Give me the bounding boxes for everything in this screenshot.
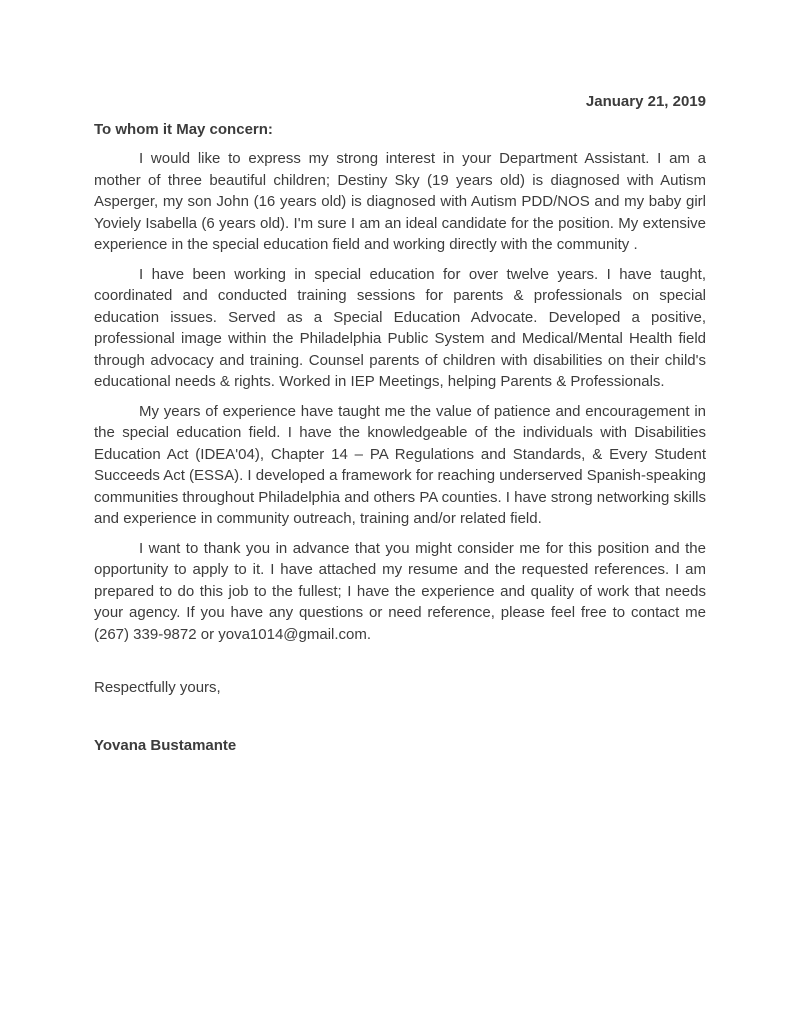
letter-date: January 21, 2019	[585, 93, 706, 110]
paragraph-knowledge: My years of experience have taught me the value of patience and encouragement in the special education field. I have the knowledgeable of the individuals with Disabilities Education Act (IDEA'04), Chapter 14 – PA Regulations and Standards, & Every Student Succeeds Act (ESSA). I developed a framework for reaching underserved Spanish-speaking communities throughout Philadelphia and others PA counties. I have strong networking skills and experience in community outreach, training and/or related field.	[94, 402, 706, 527]
salutation: To whom it May concern:	[94, 120, 273, 138]
paragraph-experience: I have been working in special education for over twelve years. I have taught, coordinated and conducted training sessions for parents & professionals on special education issues. Served as a Special Education Advocate. Developed a positive, professional image within the Philadelphia Public System and Medical/Mental Health field through advocacy and training. Counsel parents of children with disabilities on their child's educational needs & rights. Worked in IEP Meetings, helping Parents & Professionals.	[94, 265, 706, 390]
paragraph-intro: I would like to express my strong interest in your Department Assistant. I am a mother of three beautiful children; Destiny Sky (19 years old) is diagnosed with Autism Asperger, my son John (16 years old) is diagnosed with Autism PDD/NOS and my baby girl Yoviely Isabella (6 years old). I'm sure I am an ideal candidate for the position. My extensive experience in the special education field and working directly with the community .	[94, 150, 706, 253]
paragraph-thanks: I want to thank you in advance that you might consider me for this position and the opportunity to apply to it. I have attached my resume and the requested references. I am prepared to do this job to the fullest; I have the experience and quality of work that needs your agency. If you have any questions or need reference, please feel free to contact me (267) 339-9872 or yova1014@gmail.com.	[94, 539, 706, 643]
signature-name: Yovana Bustamante	[94, 736, 237, 754]
closing: Respectfully yours,	[94, 679, 221, 696]
